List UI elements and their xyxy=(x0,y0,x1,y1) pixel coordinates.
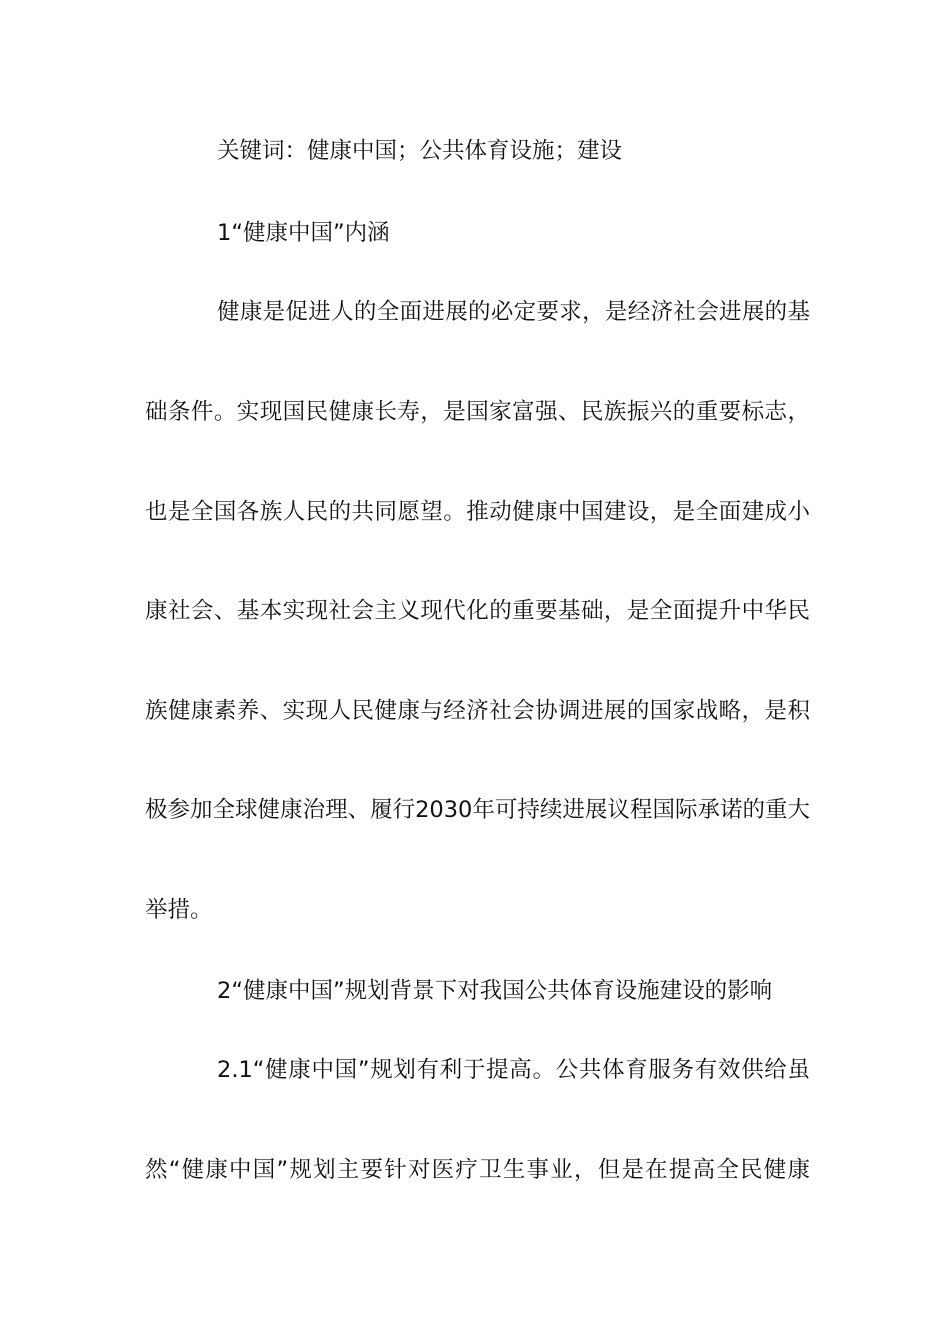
paragraph-line: 举措。 xyxy=(145,897,213,923)
section-1-heading: 1“健康中国”内涵 xyxy=(217,220,390,246)
paragraph-line: 极参加全球健康治理、履行2030年可持续进展议程国际承诺的重大 xyxy=(145,797,810,823)
paragraph-line: 2.1“健康中国”规划有利于提高。公共体育服务有效供给虽 xyxy=(217,1057,810,1083)
section-2-heading: 2“健康中国”规划背景下对我国公共体育设施建设的影响 xyxy=(217,978,773,1004)
paragraph-line: 然“健康中国”规划主要针对医疗卫生事业，但是在提高全民健康 xyxy=(145,1157,810,1183)
keywords-line: 关键词：健康中国；公共体育设施；建设 xyxy=(217,138,623,164)
paragraph-line: 健康是促进人的全面进展的必定要求，是经济社会进展的基 xyxy=(217,299,810,325)
paragraph-line: 也是全国各族人民的共同愿望。推动健康中国建设，是全面建成小 xyxy=(145,499,810,525)
paragraph-line: 族健康素养、实现人民健康与经济社会协调进展的国家战略，是积 xyxy=(145,698,810,724)
paragraph-line: 康社会、基本实现社会主义现代化的重要基础，是全面提升中华民 xyxy=(145,598,810,624)
paragraph-line: 础条件。实现国民健康长寿，是国家富强、民族振兴的重要标志， xyxy=(145,399,810,425)
